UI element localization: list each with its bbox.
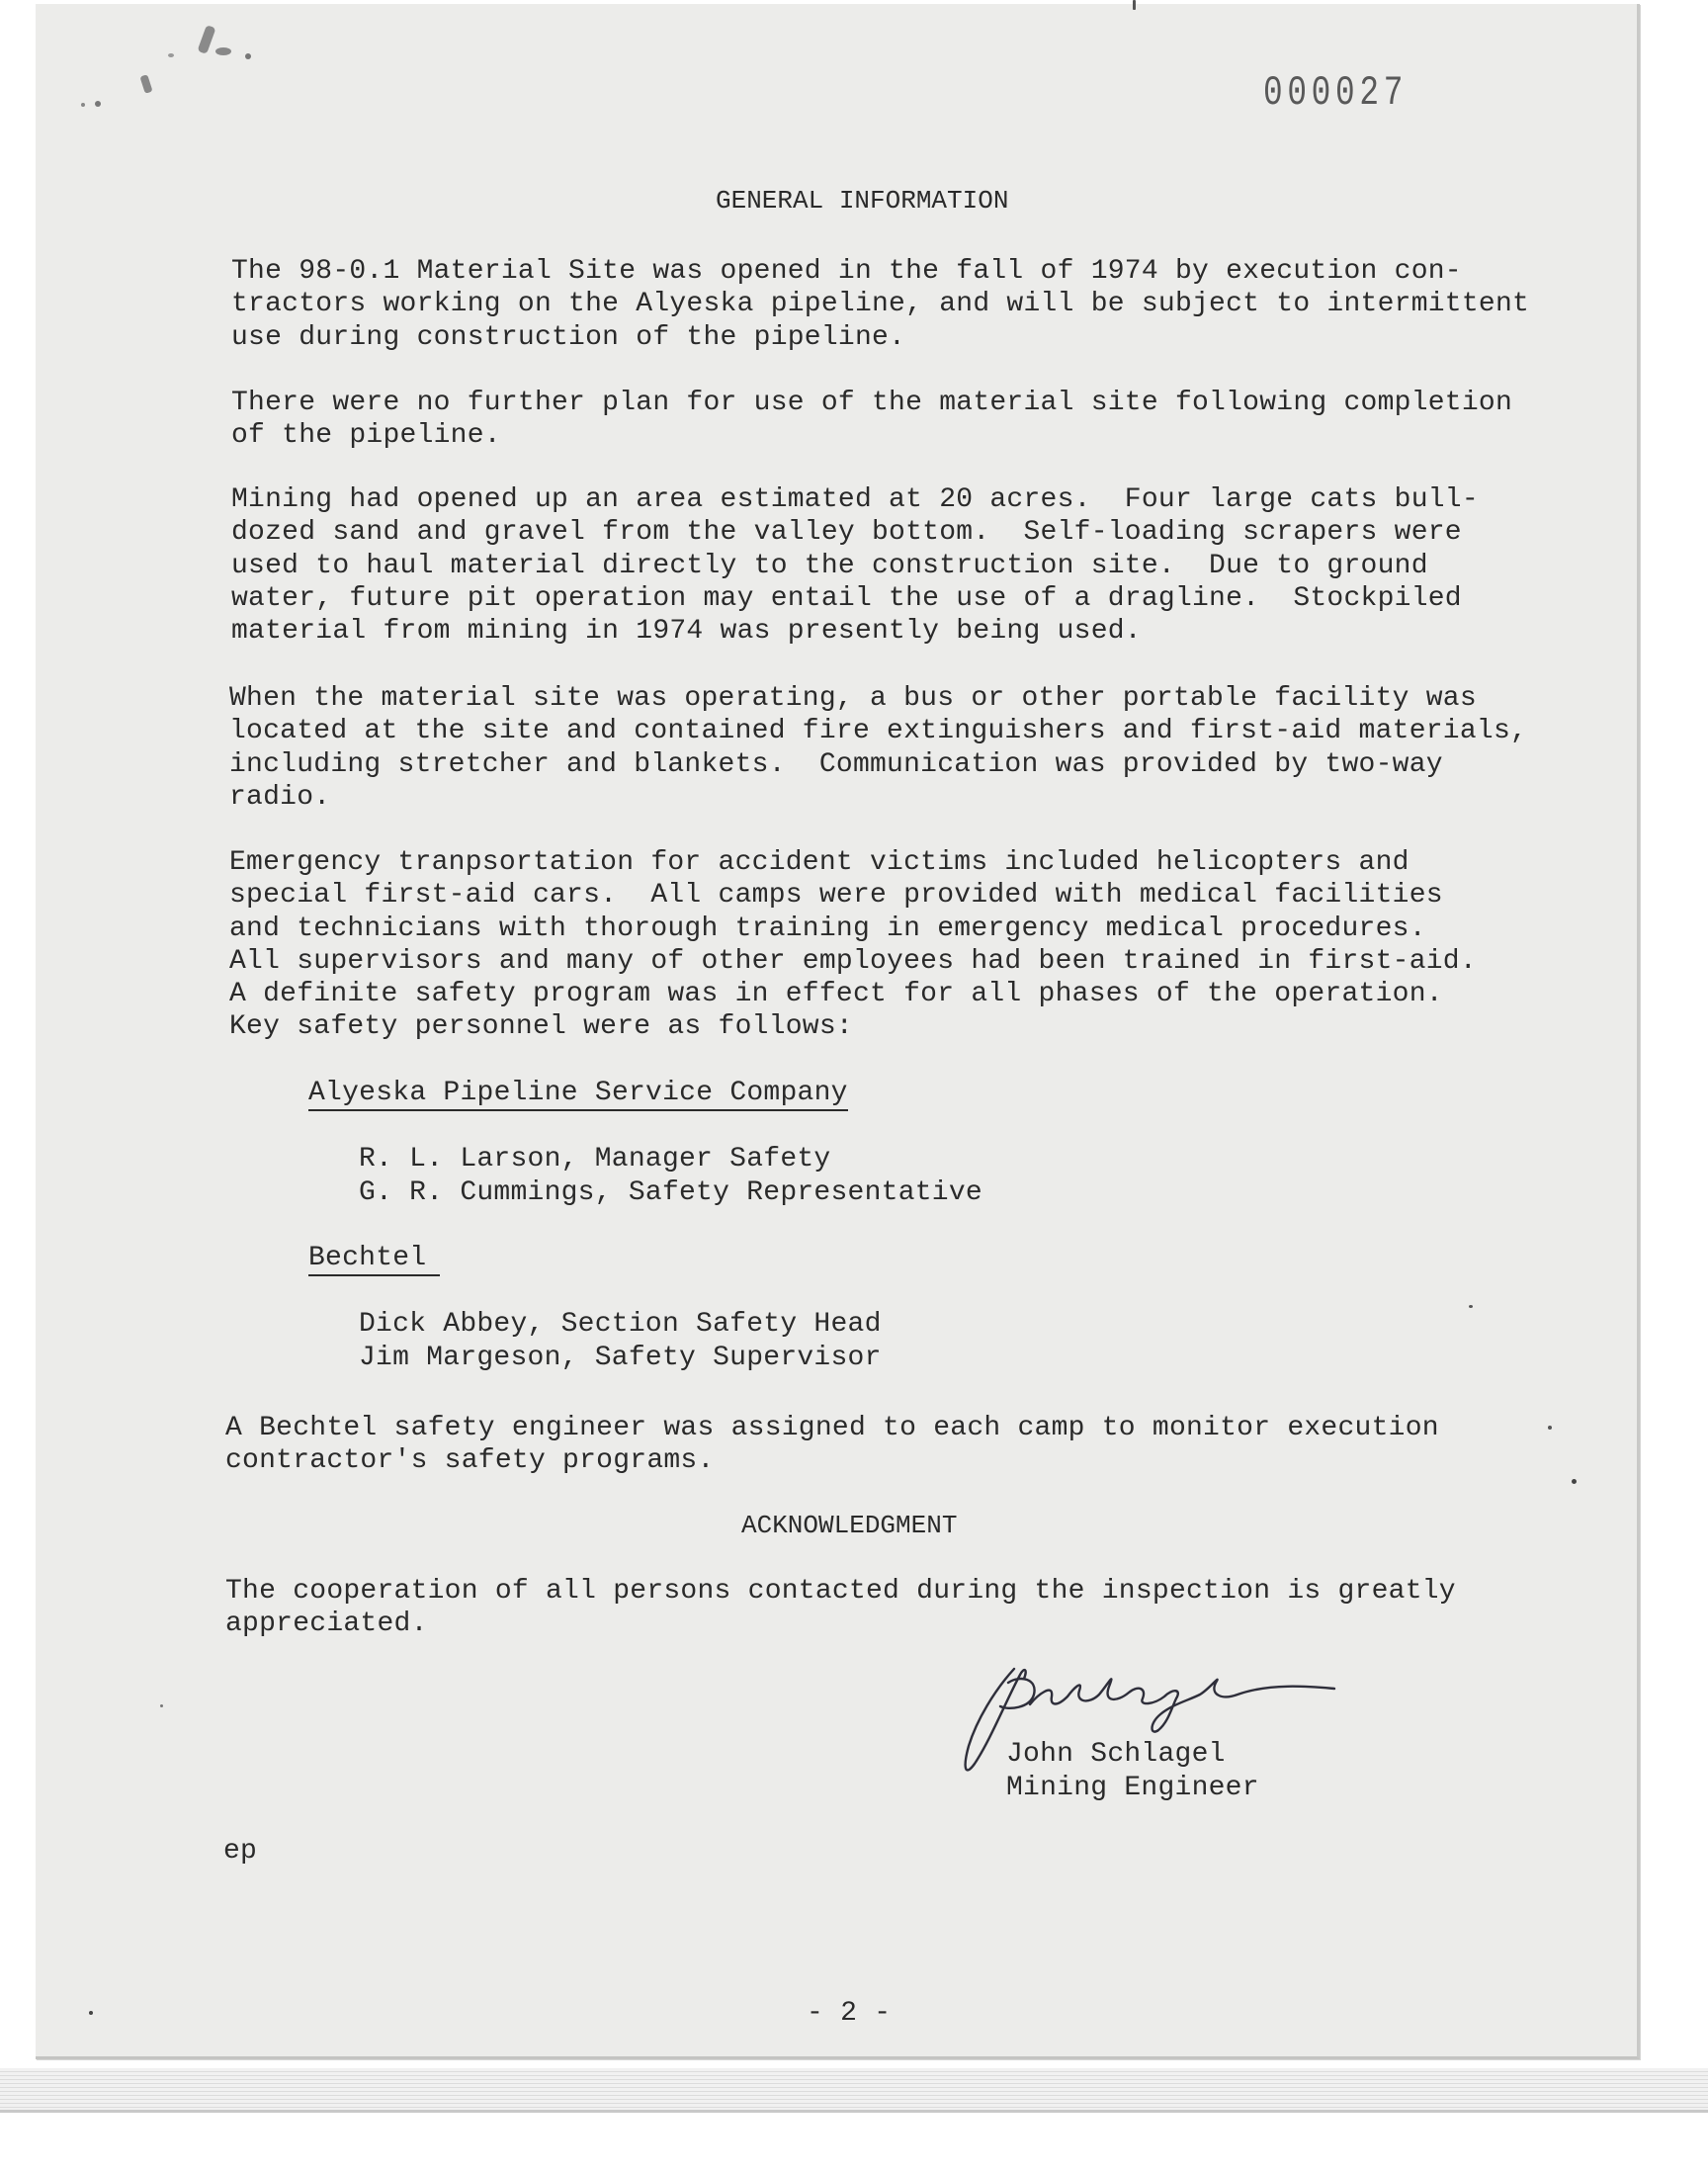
company-heading-alyeska [308, 1077, 848, 1109]
scan-speck [95, 101, 101, 107]
personnel-cummings: G. R. Cummings, Safety Representative [359, 1177, 982, 1208]
scan-speck [1469, 1305, 1473, 1308]
scan-speck [215, 47, 231, 55]
scan-speck [168, 53, 174, 57]
scan-speck [1133, 0, 1136, 10]
company-name-bechtel: Bechtel [308, 1243, 440, 1276]
paragraph-bechtel-engineer: A Bechtel safety engineer was assigned to each camp to monitor execution contractor's safety programs. [225, 1413, 1439, 1477]
personnel-margeson: Jim Margeson, Safety Supervisor [359, 1343, 882, 1373]
document-control-number: 000027 [1263, 69, 1409, 117]
signer-name: John Schlagel [1006, 1739, 1226, 1770]
scanner-artifact-line [0, 2110, 1708, 2113]
signer-title: Mining Engineer [1006, 1773, 1259, 1803]
paragraph-acknowledgment: The cooperation of all persons contacted during the inspection is greatly appreciated. [225, 1576, 1456, 1640]
page-number: - 2 - [807, 1998, 892, 2029]
company-heading-bechtel [308, 1242, 440, 1274]
scan-speck [1572, 1479, 1577, 1484]
paragraph-emergency-safety: Emergency tranpsortation for accident victims included helicopters and special first-aid cars. All camps were provided with medical facilities and technicians with thorough training in emergency medical procedures. All supervisors and many of other employees had been trained in first-aid. A definite safety program was in effect for all phases of the operation. Key safety personnel were as follows: [229, 847, 1477, 1043]
paragraph-mining-operations: Mining had opened up an area estimated at 20 acres. Four large cats bull- dozed sand and gravel from the valley bottom. Self-loading scrapers were used to haul material directly to the construction site. Due to ground water, future pit operation may entail the use of a dragline. Stockpiled material from mining in 1974 was presently being used. [231, 484, 1479, 648]
company-name-alyeska: Alyeska Pipeline Service Company [308, 1078, 848, 1111]
scanner-artifact-band [0, 2068, 1708, 2110]
scan-speck [245, 53, 251, 59]
paragraph-future-plans: There were no further plan for use of the material site following completion of the pipeline. [231, 388, 1513, 452]
section-heading-acknowledgment: ACKNOWLEDGMENT [741, 1511, 958, 1540]
personnel-abbey: Dick Abbey, Section Safety Head [359, 1309, 882, 1340]
scan-speck [1548, 1426, 1552, 1430]
paragraph-site-facilities: When the material site was operating, a bus or other portable facility was located at the site and contained fire extinguishers and first-aid materials, including stretcher and blankets. Communication was provided by two-way radio. [229, 683, 1528, 813]
scan-speck [81, 103, 85, 107]
typist-initials: ep [223, 1836, 258, 1867]
section-heading-general-information: GENERAL INFORMATION [716, 186, 1009, 216]
scan-speck [89, 2011, 93, 2015]
paragraph-site-opening: The 98-0.1 Material Site was opened in the fall of 1974 by execution con- tractors working on the Alyeska pipeline, and will be subject to intermittent use during construction of the pipeline. [231, 256, 1530, 353]
personnel-larson: R. L. Larson, Manager Safety [359, 1144, 831, 1174]
scan-speck [160, 1704, 163, 1707]
